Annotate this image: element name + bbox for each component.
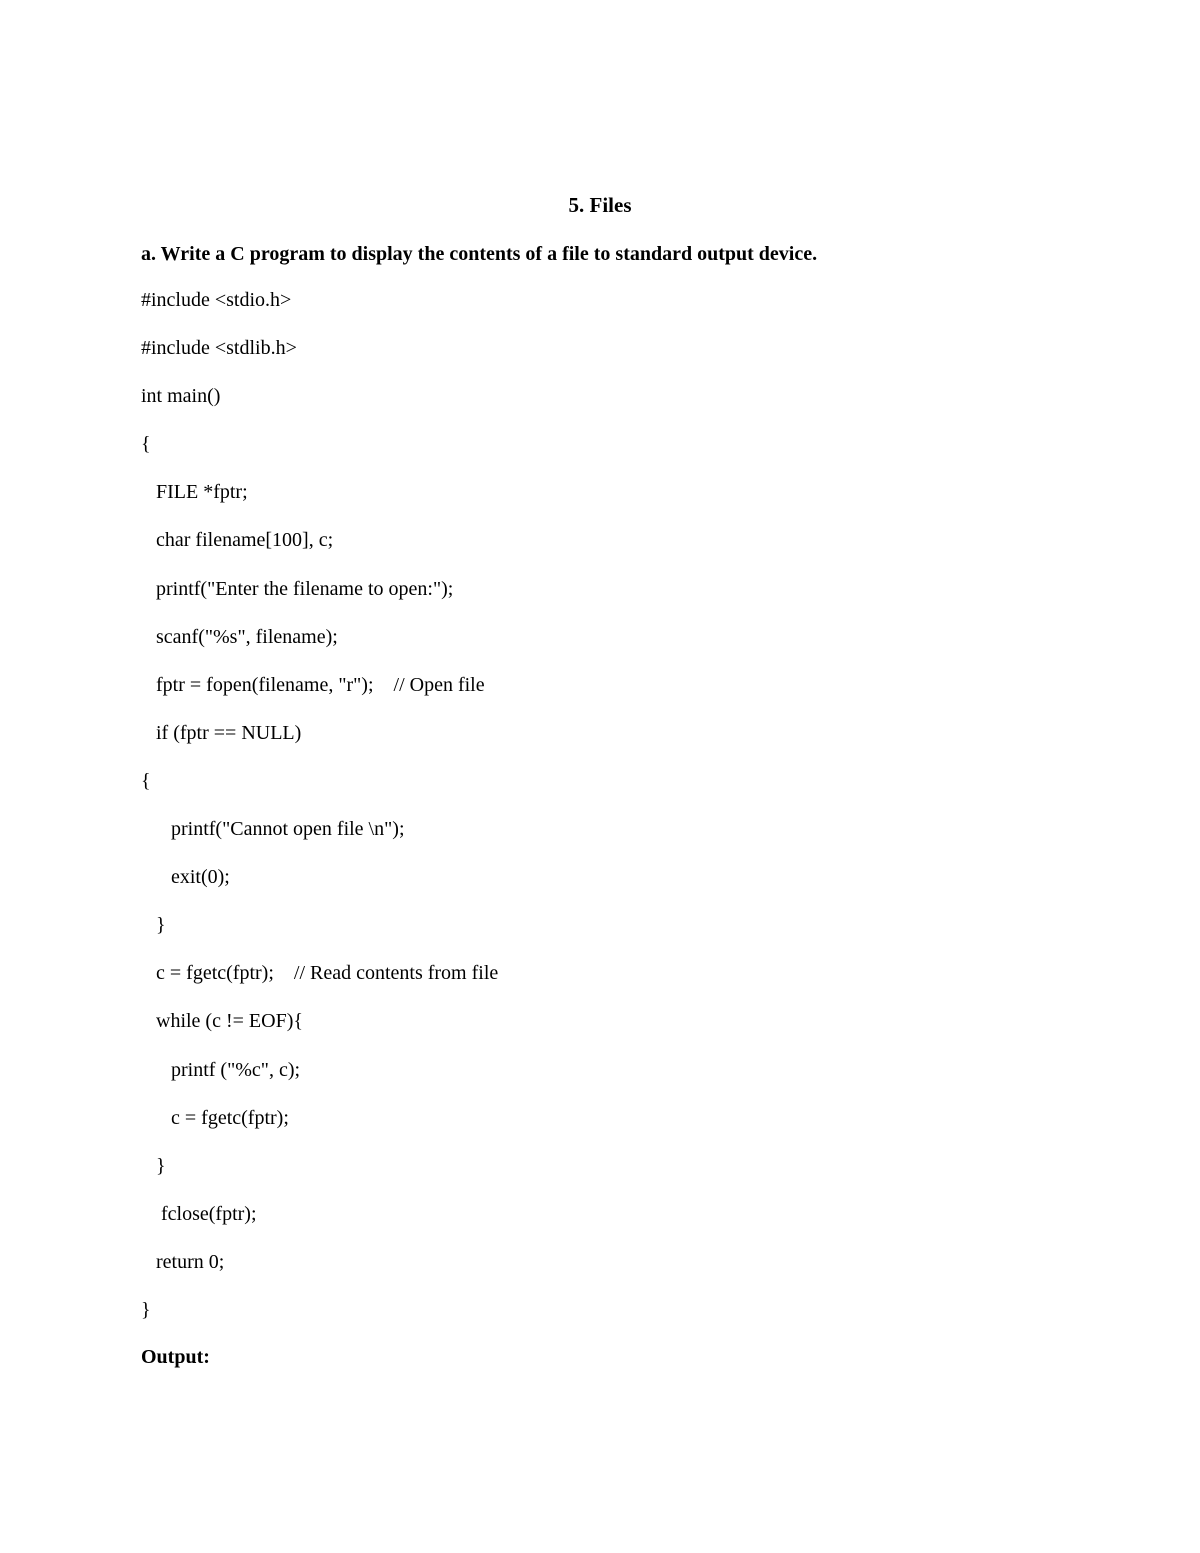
code-line: #include <stdio.h> — [141, 289, 292, 311]
code-line: printf ("%c", c); — [141, 1058, 301, 1081]
code-block — [141, 286, 498, 1344]
code-line: fclose(fptr); — [141, 1202, 257, 1225]
code-line: c = fgetc(fptr); // Read contents from file — [141, 962, 499, 985]
section-heading: 5. Files — [568, 193, 632, 217]
code-line: { — [141, 769, 151, 792]
code-line: FILE *fptr; — [141, 481, 248, 504]
code-line: printf("Enter the filename to open:"); — [141, 577, 454, 600]
code-line: while (c != EOF){ — [141, 1010, 303, 1033]
code-line: #include <stdlib.h> — [141, 337, 297, 360]
code-line: } — [141, 914, 166, 937]
code-line: exit(0); — [141, 866, 230, 889]
code-line: } — [141, 1154, 166, 1177]
code-line: return 0; — [141, 1250, 225, 1273]
code-line: printf("Cannot open file \n"); — [141, 818, 405, 841]
code-line: int main() — [141, 385, 221, 408]
code-line: char filename[100], c; — [141, 529, 334, 552]
code-line: fptr = fopen(filename, "r"); // Open file — [141, 673, 485, 696]
code-line: scanf("%s", filename); — [141, 625, 338, 648]
code-line: c = fgetc(fptr); — [141, 1106, 289, 1129]
code-line: } — [141, 1298, 151, 1321]
code-line: { — [141, 433, 151, 456]
question-text: a. Write a C program to display the contents of a file to standard output device. — [141, 243, 818, 265]
code-line: if (fptr == NULL) — [141, 721, 302, 744]
output-label: Output: — [141, 1346, 210, 1368]
